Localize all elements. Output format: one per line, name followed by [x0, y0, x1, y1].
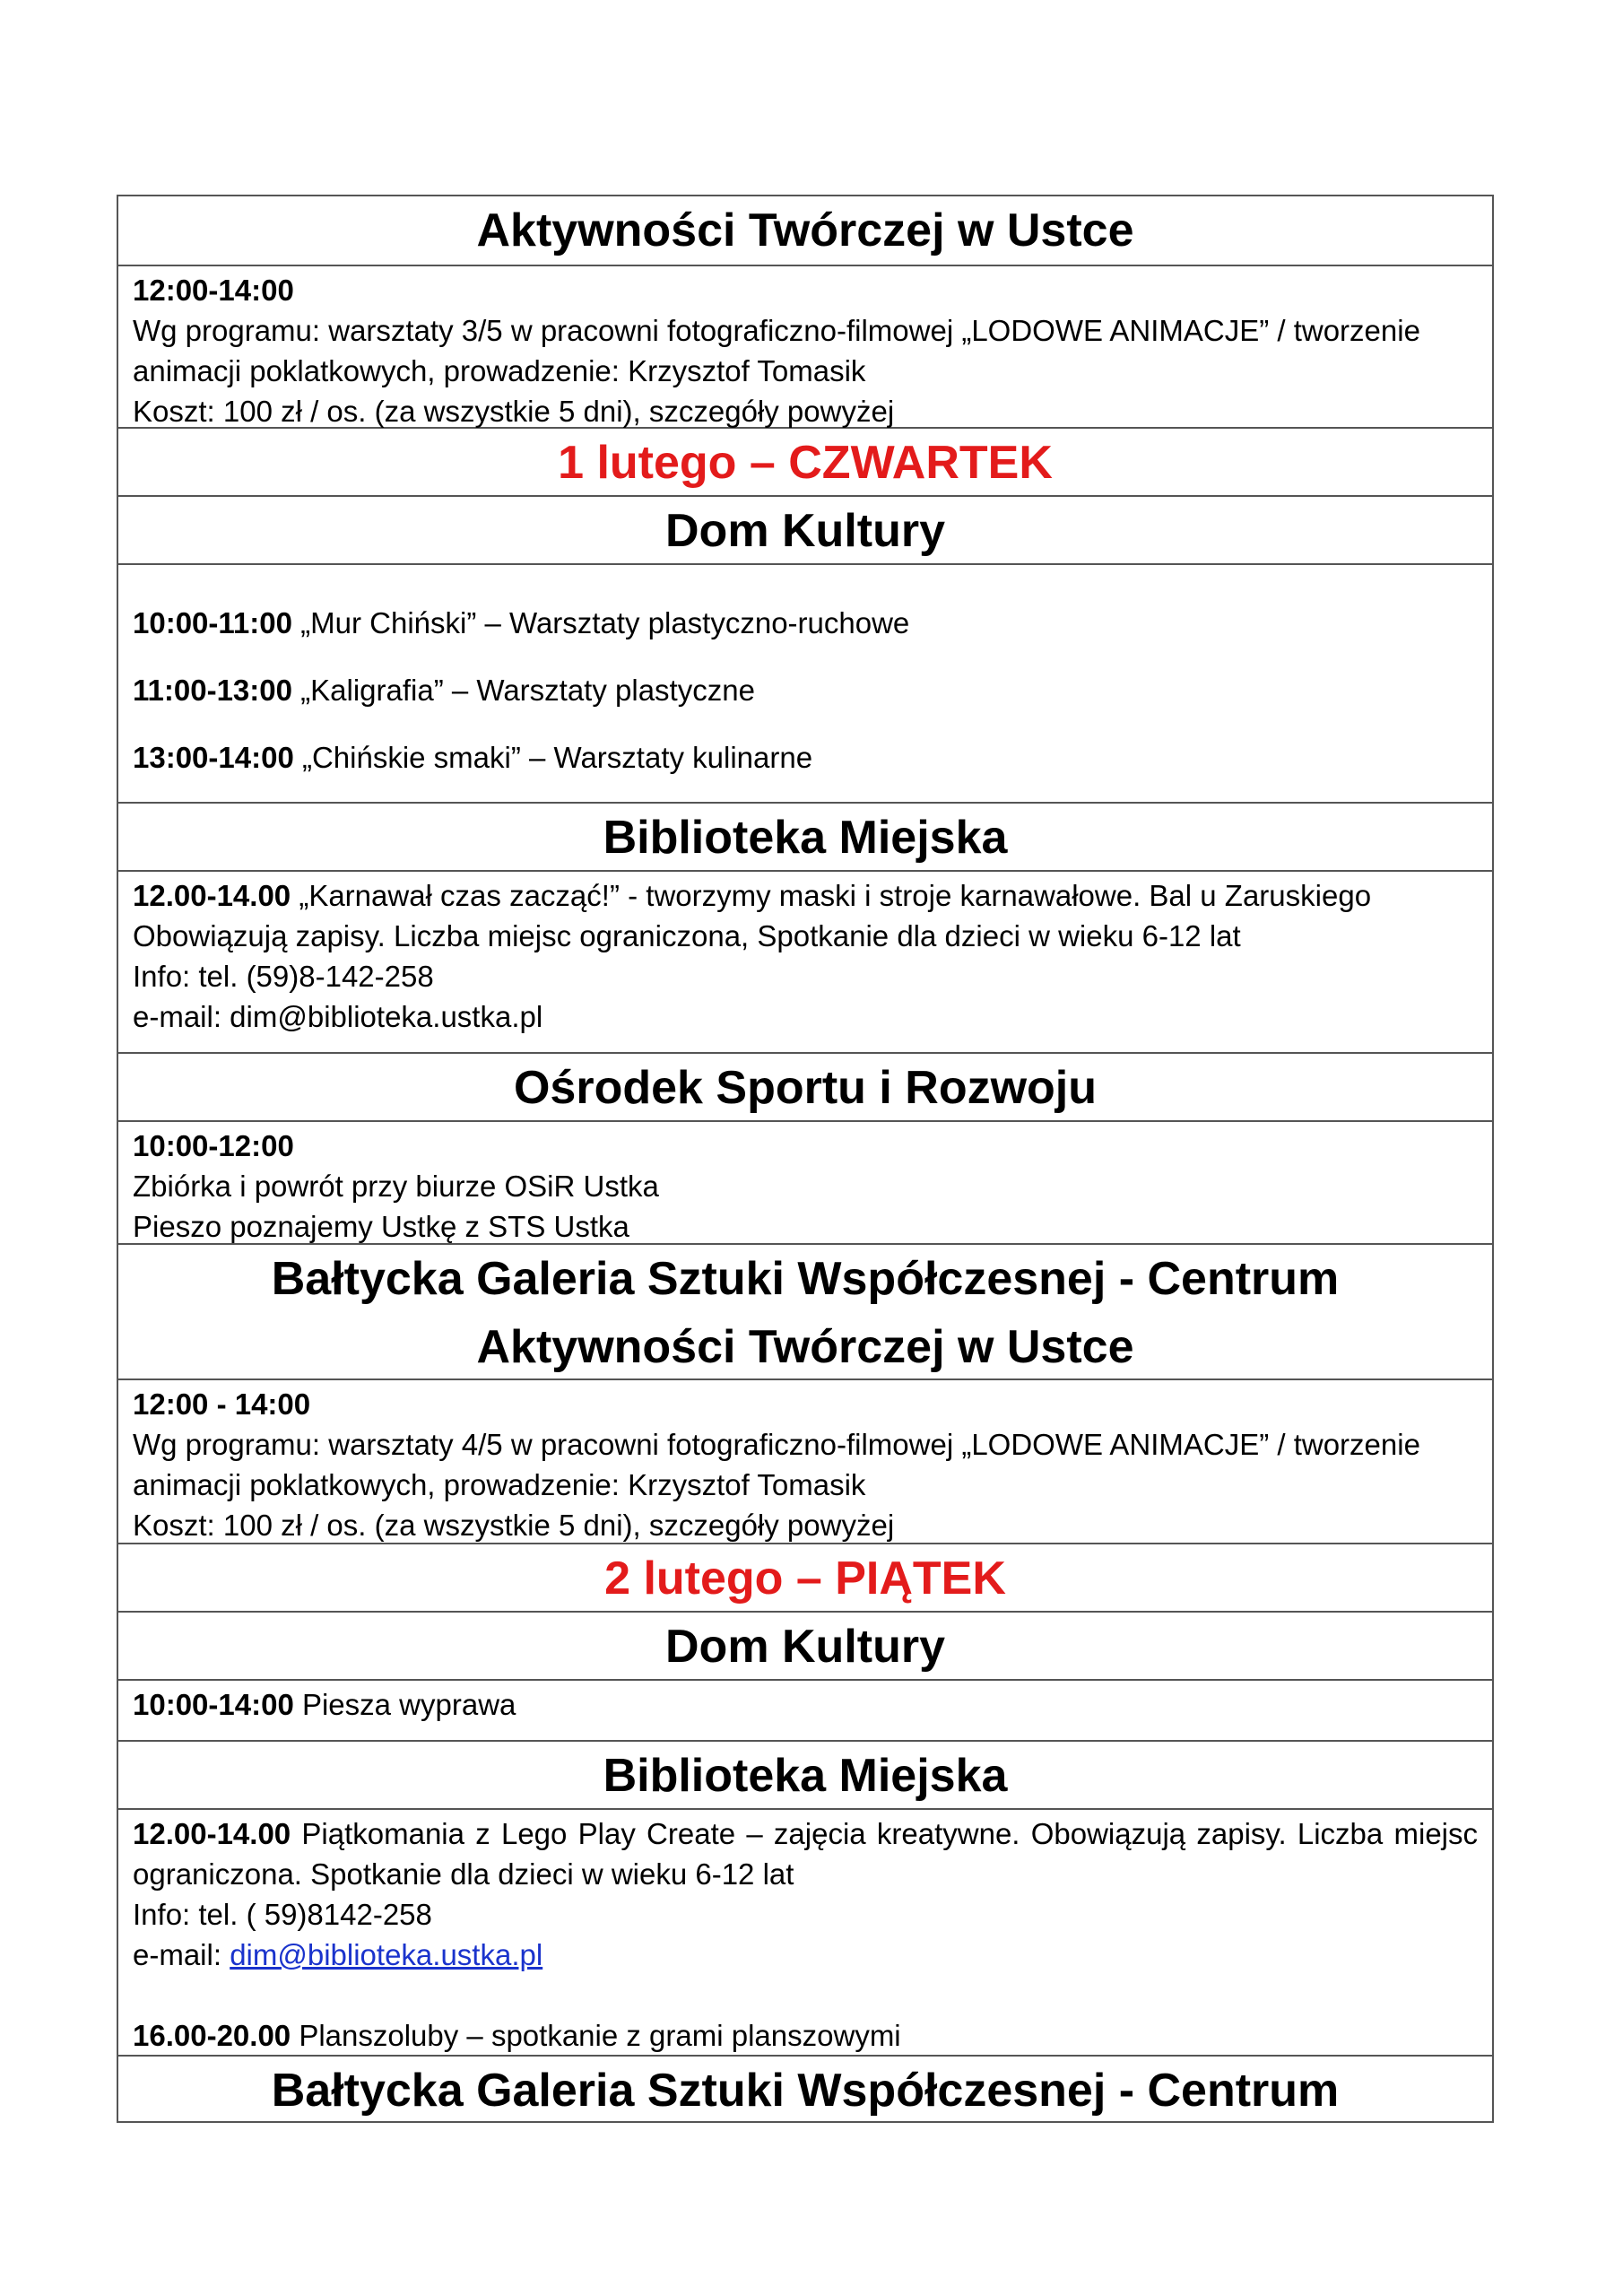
event-text: Piesza wyprawa — [293, 1688, 516, 1721]
event-text: animacji poklatkowych, prowadzenie: Krzysztof Tomasik — [133, 1468, 866, 1501]
section-header: Aktywności Twórczej w Ustce — [476, 204, 1134, 257]
event-time: 12.00-14.00 — [133, 1817, 291, 1850]
event-text: Koszt: 100 zł / os. (za wszystkie 5 dni), szczegóły powyżej — [133, 395, 895, 428]
event-time: 12:00 - 14:00 — [133, 1387, 311, 1421]
section-header: Biblioteka Miejska — [118, 1740, 1492, 1808]
event-time: 10:00-14:00 — [133, 1688, 294, 1721]
section-header: Dom Kultury — [118, 1611, 1492, 1679]
section-header: Biblioteka Miejska — [118, 802, 1492, 870]
day-header: 2 lutego – PIĄTEK — [118, 1543, 1492, 1611]
event-line — [133, 1813, 1478, 1894]
event-text: Piątkomania z Lego Play Create – zajęcia kreatywne. Obowiązują zapisy. Liczba miejsc ograniczona. Spotkanie dla dzieci w wieku 6-12 lat — [133, 1817, 1478, 1891]
event-text: Info: tel. (59)8-142-258 — [133, 960, 434, 993]
section-header: Dom Kultury — [118, 495, 1492, 563]
event-text: Zbiórka i powrót przy biurze OSiR Ustka — [133, 1170, 659, 1203]
event-cell — [118, 1378, 1492, 1543]
spacer — [133, 710, 1478, 737]
event-text: Koszt: 100 zł / os. (za wszystkie 5 dni), szczegóły powyżej — [133, 1509, 895, 1542]
section-header — [118, 1243, 1492, 1378]
event-cell — [118, 265, 1492, 427]
schedule-table — [117, 195, 1494, 2123]
event-time: 16.00-20.00 — [133, 2019, 291, 2052]
event-cell — [118, 1120, 1492, 1243]
section-header: Bałtycka Galeria Sztuki Współczesnej - Centrum — [118, 2055, 1492, 2121]
event-text: Info: tel. ( 59)8142-258 — [133, 1898, 432, 1931]
event-line — [133, 1684, 1478, 1725]
event-cell — [118, 1679, 1492, 1740]
spacer — [133, 643, 1478, 670]
event-line — [133, 2015, 1478, 2056]
event-text: animacji poklatkowych, prowadzenie: Krzysztof Tomasik — [133, 354, 866, 387]
event-cell — [118, 1808, 1492, 2055]
event-line — [133, 737, 1478, 778]
event-text: „Mur Chiński” – Warsztaty plastyczno-ruchowe — [291, 606, 910, 639]
event-time: 10:00-12:00 — [133, 1129, 294, 1162]
email-label: e-mail: — [133, 1938, 230, 1971]
event-text: „Chińskie smaki” – Warsztaty kulinarne — [293, 741, 813, 774]
event-text: „Karnawał czas zacząć!” - tworzymy maski i stroje karnawałowe. Bal u Zaruskiego — [291, 879, 1372, 912]
event-time: 12:00-14:00 — [133, 274, 294, 307]
event-cell — [118, 870, 1492, 1052]
event-text: „Kaligrafia” – Warsztaty plastyczne — [291, 674, 755, 707]
event-line — [133, 875, 1478, 916]
event-text: Pieszo poznajemy Ustkę z STS Ustka — [133, 1210, 629, 1243]
event-line — [133, 1935, 1478, 1975]
spacer — [133, 1975, 1478, 2015]
event-text: e-mail: dim@biblioteka.ustka.pl — [133, 1000, 543, 1033]
event-text: Planszoluby – spotkanie z grami planszowymi — [291, 2019, 901, 2052]
event-line — [133, 603, 1478, 643]
event-time: 10:00-11:00 — [133, 606, 292, 639]
event-text: Wg programu: warsztaty 4/5 w pracowni fotograficzno-filmowej „LODOWE ANIMACJE” / tworzenie — [133, 1428, 1420, 1461]
event-line — [133, 670, 1478, 710]
section-header-line: Bałtycka Galeria Sztuki Współczesnej - Centrum — [271, 1253, 1340, 1305]
email-link[interactable]: dim@biblioteka.ustka.pl — [230, 1938, 543, 1971]
section-header: Ośrodek Sportu i Rozwoju — [118, 1052, 1492, 1120]
event-time: 13:00-14:00 — [133, 741, 294, 774]
day-header: 1 lutego – CZWARTEK — [118, 427, 1492, 495]
event-time: 12.00-14.00 — [133, 879, 291, 912]
event-text: Wg programu: warsztaty 3/5 w pracowni fotograficzno-filmowej „LODOWE ANIMACJE” / tworzenie — [133, 314, 1420, 347]
event-cell — [118, 563, 1492, 802]
event-text: Obowiązują zapisy. Liczba miejsc ograniczona, Spotkanie dla dzieci w wieku 6-12 lat — [133, 919, 1241, 952]
event-time: 11:00-13:00 — [133, 674, 292, 707]
section-header-line: Aktywności Twórczej w Ustce — [476, 1321, 1134, 1373]
